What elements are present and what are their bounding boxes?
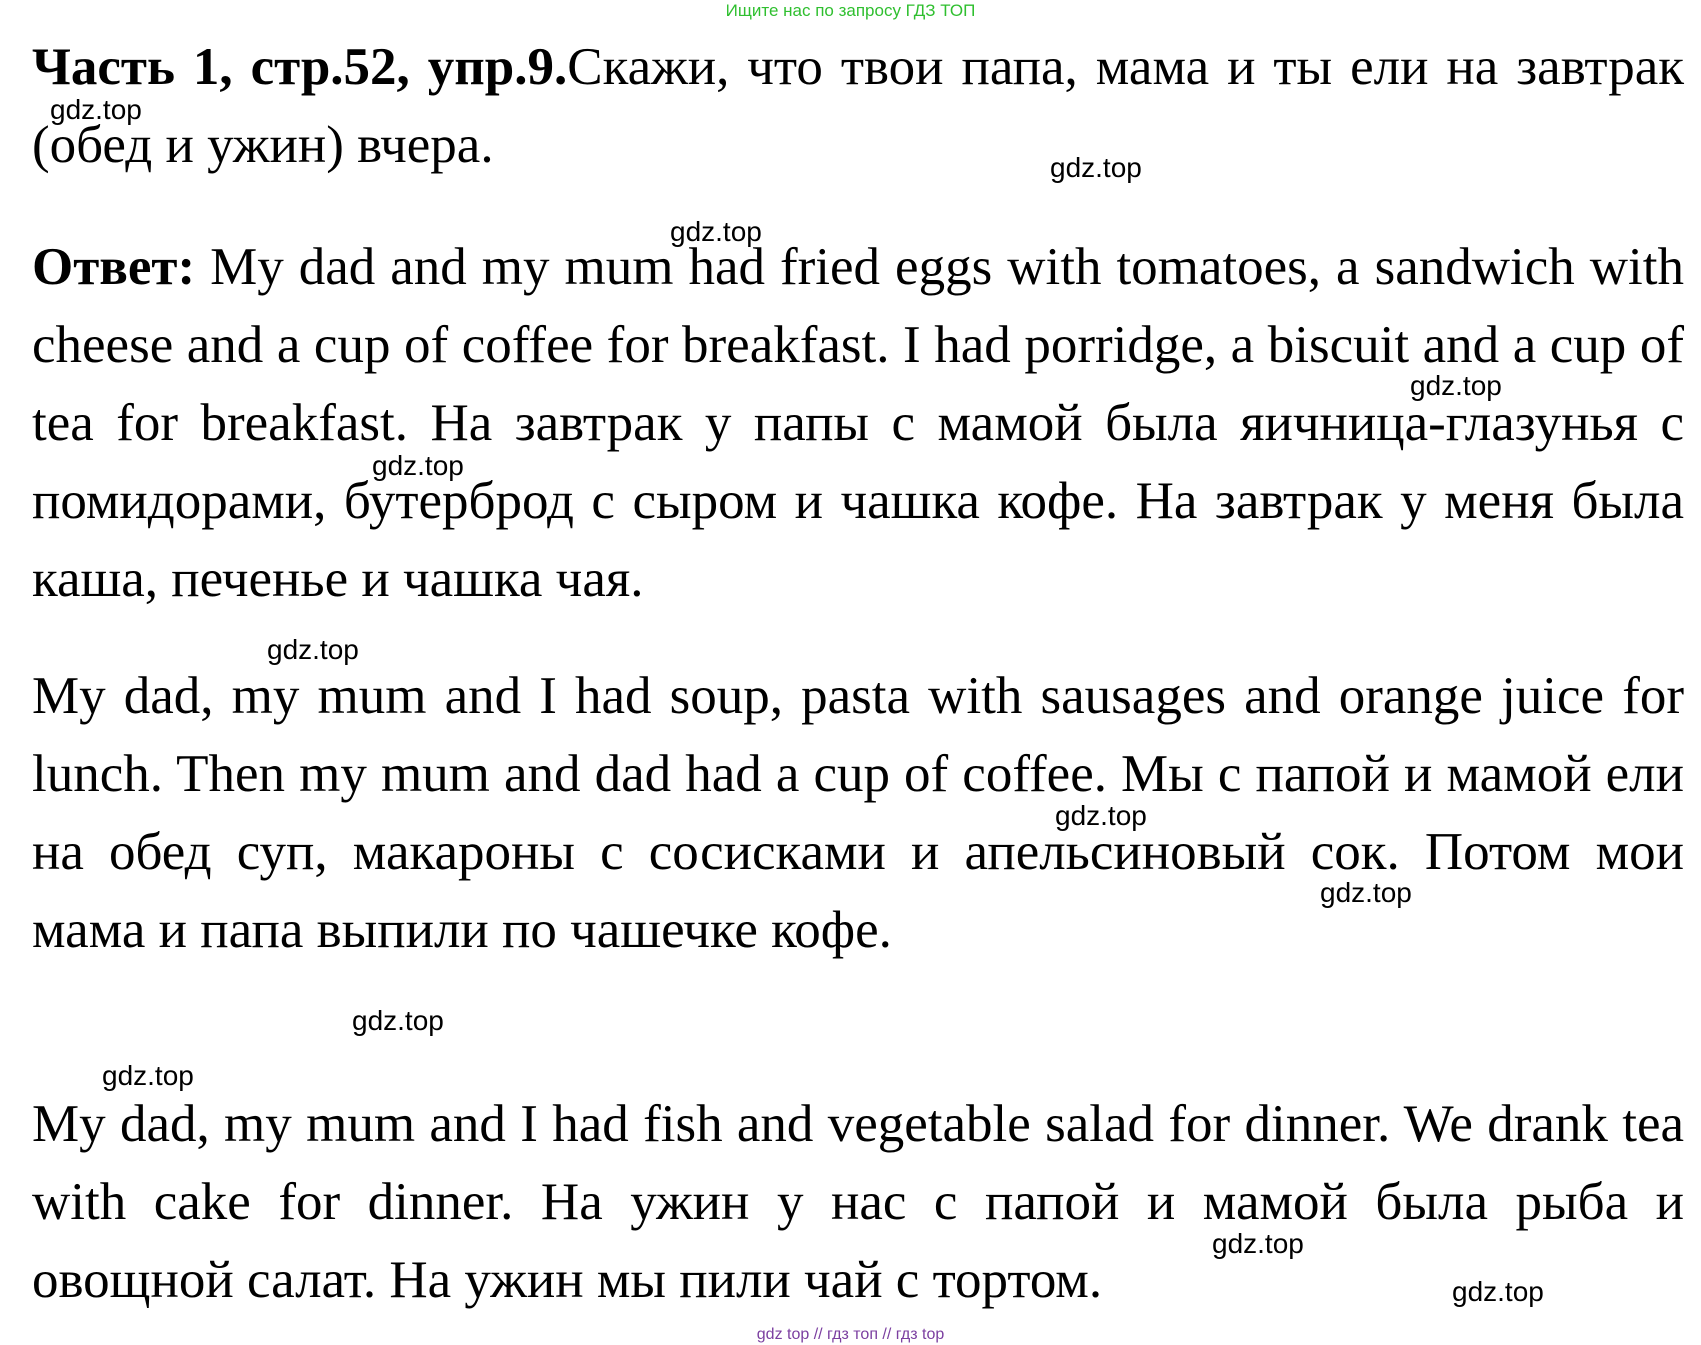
task-label: Часть 1, стр.52, упр.9. [32,38,568,96]
watermark: gdz.top [670,216,762,247]
answer-dinner-text: My dad, my mum and I had fish and vegetable salad for dinner. We drank tea with cake for dinner. На ужин у нас с папой и мамой была рыба и овощной салат. На ужин мы пили чай с тортом. [32,1095,1684,1309]
watermark: gdz.top [50,94,142,125]
bottom-banner: gdz top // гдз топ // гдз top [756,1326,945,1343]
answer-lunch-paragraph [32,657,1684,969]
watermark: gdz.top [267,634,359,665]
top-banner: Ищите нас по запросу ГДЗ ТОП [725,1,976,20]
answer-breakfast-text: My dad and my mum had fried eggs with tomatoes, a sandwich with cheese and a cup of coffee for breakfast. I had porridge, a biscuit and a cup of tea for breakfast. На завтрак у папы с мамой была яичница-глазунья с помидорами, бутерброд с сыром и чашка кофе. На завтрак у меня была каша, печенье и чашка чая. [32,238,1684,608]
watermark: gdz.top [102,1060,194,1091]
watermark: gdz.top [372,450,464,481]
watermark: gdz.top [1320,877,1412,908]
watermark: gdz.top [1452,1276,1544,1307]
watermark: gdz.top [1410,370,1502,401]
answer-lunch-text: My dad, my mum and I had soup, pasta with sausages and orange juice for lunch. Then my mum and dad had a cup of coffee. Мы с папой и мамой ели на обед суп, макароны с сосисками и апельсиновый сок. Потом мои мама и папа выпили по чашечке кофе. [32,667,1684,959]
watermark: gdz.top [1212,1228,1304,1259]
task-paragraph [32,28,1684,184]
answer-label: Ответ: [32,238,196,296]
watermark: gdz.top [1055,800,1147,831]
watermark: gdz.top [352,1005,444,1036]
answer-dinner-paragraph [32,1085,1684,1319]
answer-breakfast-paragraph [32,228,1684,618]
watermark: gdz.top [1050,152,1142,183]
task-text: Скажи, что твои папа, мама и ты ели на завтрак (обед и ужин) вчера. [32,38,1684,174]
